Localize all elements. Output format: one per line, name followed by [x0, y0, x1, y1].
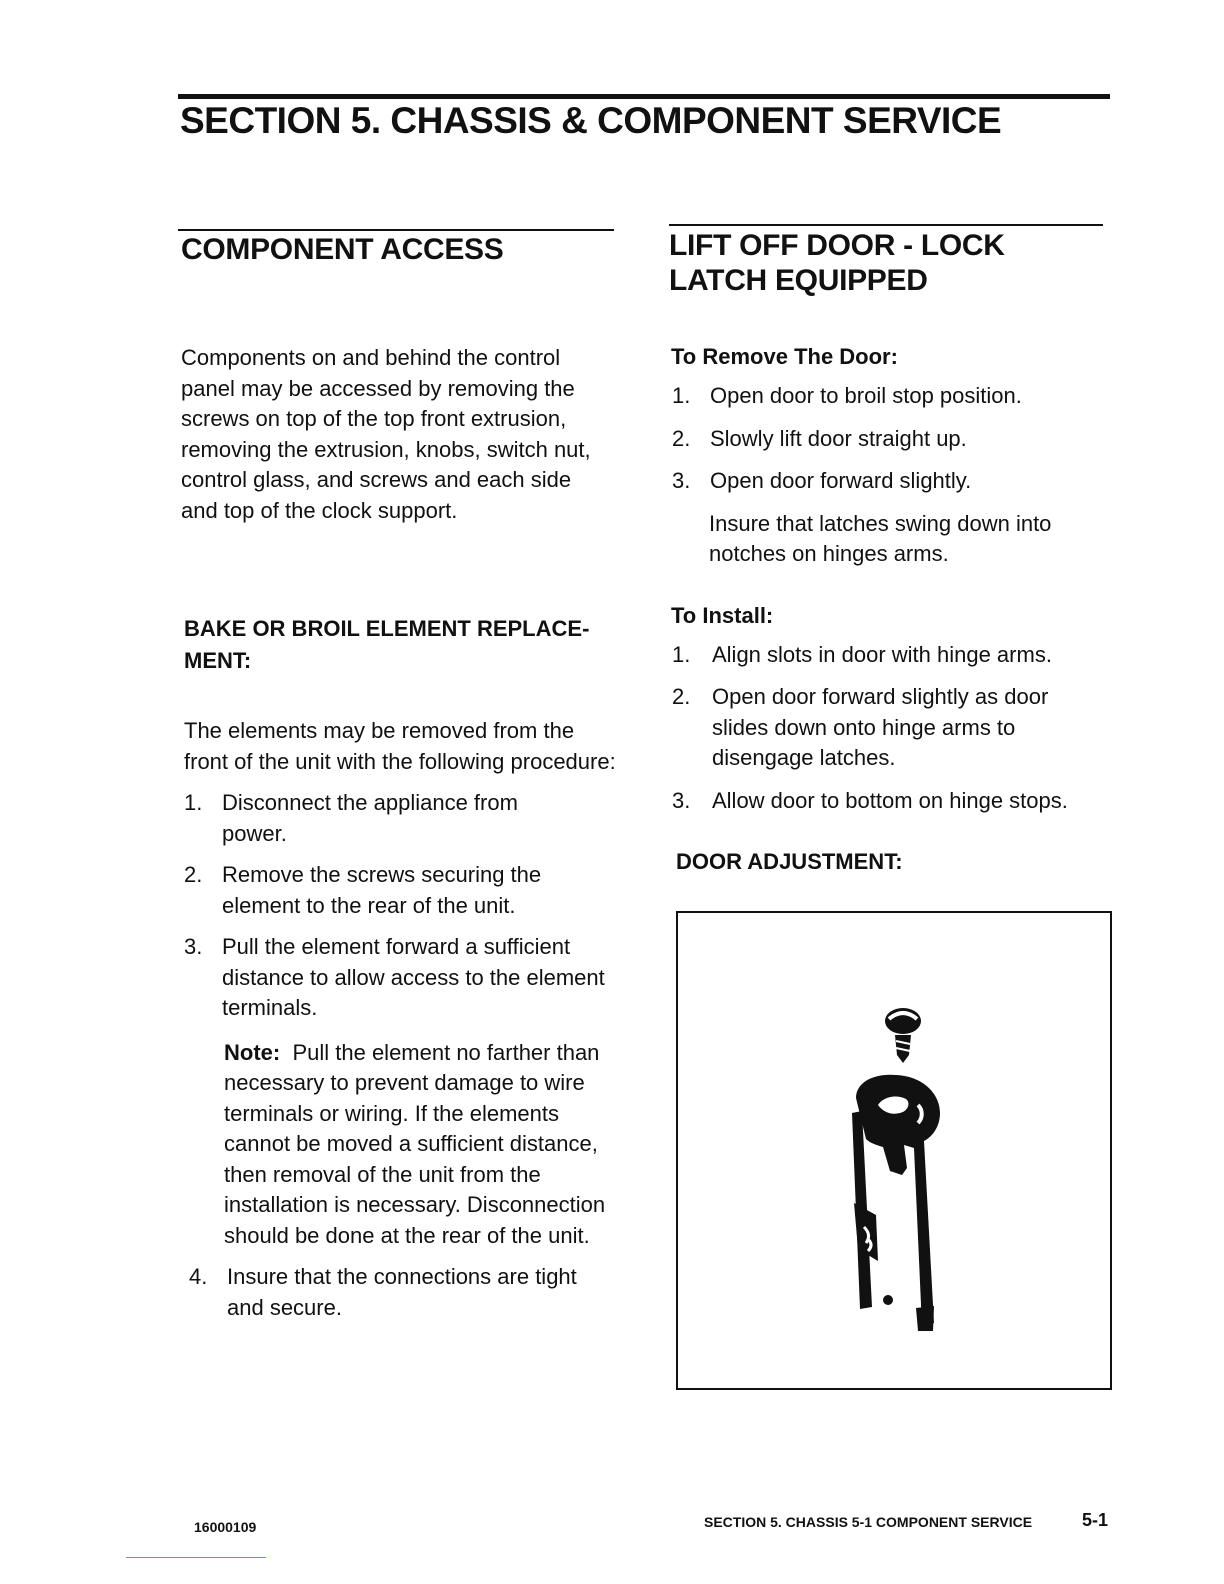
step-text: Insure that the connections are tight and secure. — [227, 1264, 577, 1320]
list-item — [184, 860, 619, 921]
step-text: Disconnect the appliance from power. — [222, 790, 518, 846]
lift-off-door-heading-line1: LIFT OFF DOOR - LOCK — [669, 229, 1005, 262]
list-item — [672, 786, 1112, 817]
step-number: 2. — [672, 684, 691, 709]
step-number: 1. — [184, 790, 203, 815]
page-number: 5-1 — [1082, 1510, 1109, 1530]
step-number: 2. — [184, 862, 203, 887]
step-number: 3. — [672, 468, 691, 493]
right-column — [669, 228, 1114, 878]
hinge-arm-icon — [852, 1075, 940, 1331]
step-number: 1. — [672, 383, 691, 408]
step-text: Allow door to bottom on hinge stops. — [712, 787, 1068, 813]
step-number: 3. — [672, 787, 691, 813]
element-replacement-intro: The elements may be removed from the front of the unit with the following procedure: — [184, 718, 616, 774]
list-item — [672, 682, 1112, 774]
list-item — [672, 424, 1114, 455]
step-text: Open door to broil stop position. — [710, 383, 1022, 408]
right-heading-rule — [669, 224, 1103, 226]
element-replacement-section — [184, 613, 624, 1323]
step-text: Align slots in door with hinge arms. — [712, 641, 1052, 667]
left-heading-rule — [178, 229, 614, 231]
step-text: Open door forward slightly as door slides down onto hinge arms to disengage latches. — [712, 684, 1049, 770]
install-heading: To Install: — [671, 602, 774, 628]
element-replacement-steps — [184, 788, 619, 1024]
component-access-text: Components on and behind the control panel may be accessed by removing the screws on top of the top front extrusion, removing the extrusion, knobs, switch nut, control glass, and screws and each side and top of the clock support. — [181, 345, 591, 523]
note-label: Note: — [224, 1039, 281, 1065]
step-text: Slowly lift door straight up. — [710, 425, 967, 451]
step-number: 1. — [672, 641, 691, 667]
step-number: 3. — [184, 934, 203, 959]
left-column — [181, 232, 621, 526]
step-number: 2. — [672, 425, 691, 451]
footer-section-label: SECTION 5. CHASSIS 5-1 COMPONENT SERVICE — [704, 1514, 1033, 1530]
component-access-heading: COMPONENT ACCESS — [181, 233, 504, 266]
element-replacement-steps-final — [184, 1262, 619, 1323]
door-adjustment-figure — [676, 911, 1112, 1390]
note-text: Pull the element no farther than necessary to prevent damage to wire terminals or wiring. If the elements cannot be moved a sufficient distance, then removal of the unit from the installation is necessary. Disconnection should be done at the rear of the unit. — [224, 1039, 606, 1248]
list-item — [184, 1262, 619, 1323]
step-number: 4. — [189, 1264, 208, 1289]
screw-icon — [885, 1008, 921, 1063]
document-number: 16000109 — [194, 1519, 257, 1535]
list-item — [672, 466, 1114, 497]
remove-door-steps — [672, 381, 1114, 497]
lift-off-door-heading-line2: LATCH EQUIPPED — [669, 264, 928, 297]
step-text: Pull the element forward a sufficient distance to allow access to the element terminals. — [222, 934, 605, 1020]
remove-door-note: Insure that latches swing down into notches on hinges arms. — [709, 510, 1052, 566]
step-text: Open door forward slightly. — [710, 468, 972, 493]
list-item — [184, 788, 619, 849]
list-item — [672, 381, 1114, 412]
title-rule — [178, 94, 1110, 99]
door-adjustment-heading: DOOR ADJUSTMENT: — [676, 849, 903, 874]
remove-door-heading: To Remove The Door: — [671, 344, 898, 369]
hinge-illustration — [678, 913, 1110, 1388]
page-edge-line — [126, 1557, 266, 1558]
list-item — [184, 932, 619, 1024]
element-replacement-heading: BAKE OR BROIL ELEMENT REPLACE-MENT: — [184, 616, 590, 673]
install-steps — [672, 640, 1112, 817]
list-item — [672, 640, 1112, 671]
step-text: Remove the screws securing the element to the rear of the unit. — [222, 862, 542, 918]
note-block — [224, 1038, 624, 1252]
page-title: SECTION 5. CHASSIS & COMPONENT SERVICE — [180, 100, 1002, 141]
